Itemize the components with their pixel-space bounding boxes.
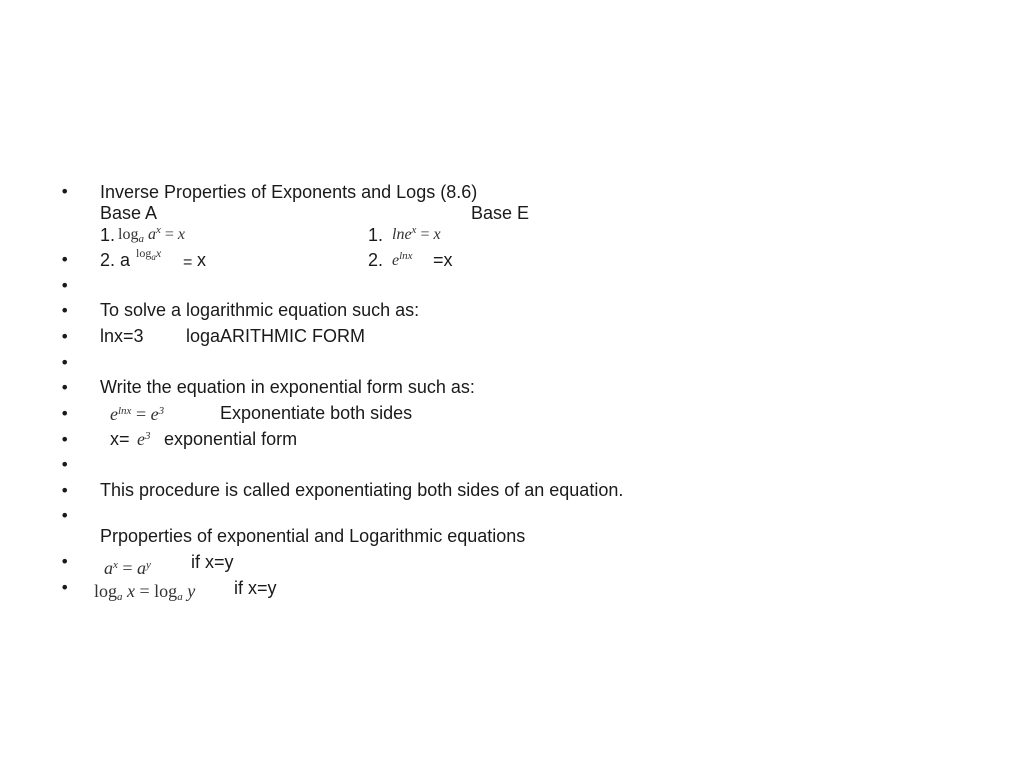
bullet: • [60,301,70,320]
bullet: • [60,481,70,500]
if-x-equals-y-1: if x=y [191,552,234,572]
bullet: • [60,276,70,295]
log-a-x-exponent: $\log_ax$ [136,246,162,262]
base-a-label: Base A [100,203,158,223]
a-pow-x-equals-a-pow-y: $a^x = a^y$ [104,558,151,578]
bullet: • [60,506,70,525]
row1-a-number: 1. [100,225,116,245]
log-a-x-equals-log-a-y: $\log_a x = \log_a y$ [94,581,196,603]
bullet: • [60,430,70,449]
row2-a-suffix: x [197,250,206,270]
lnx-equation: lnx=3 [100,326,144,346]
bullet: • [60,578,70,597]
log-a-of-a-pow-x-equation: $\log_a a^x = x$ [118,224,185,245]
bullet: • [60,327,70,346]
exponential-form-note: exponential form [164,429,298,449]
e-pow-lnx-equals-e-cubed: $e^{lnx} = e^3$ [110,404,165,424]
properties-heading: Prpoperties of exponential and Logarithmic equations [100,526,526,546]
row2-e-suffix: =x [433,250,453,270]
write-exp-text: Write the equation in exponential form such as: [100,377,475,397]
row2-a-prefix: 2. a [100,250,131,270]
row2-e-number: 2. [368,250,384,270]
ln-e-pow-x-equation: lne$^x$ = x [392,224,441,243]
log-form-label: logaARITHMIC FORM [186,326,366,346]
solve-intro-text: To solve a logarithmic equation such as: [100,300,420,320]
bullet: • [60,455,70,474]
equals-sign: = [183,254,193,271]
exponentiate-note: Exponentiate both sides [220,403,413,423]
row1-e-number: 1. [368,225,384,245]
e-pow-lnx-expression: $e^{lnx}$ [392,250,413,269]
bullet: • [60,378,70,397]
x-equals-prefix: x= [110,429,130,449]
base-e-label: Base E [471,203,530,223]
procedure-text: This procedure is called exponentiating both sides of an equation. [100,480,624,500]
bullet: • [60,552,70,571]
e-cubed-expression: $e^3$ [137,429,151,449]
bullet: • [60,250,70,269]
if-x-equals-y-2: if x=y [234,578,277,598]
bullet: • [60,182,70,201]
heading-text: Inverse Properties of Exponents and Logs (8.6) [100,182,478,202]
bullet: • [60,404,70,423]
bullet: • [60,353,70,372]
